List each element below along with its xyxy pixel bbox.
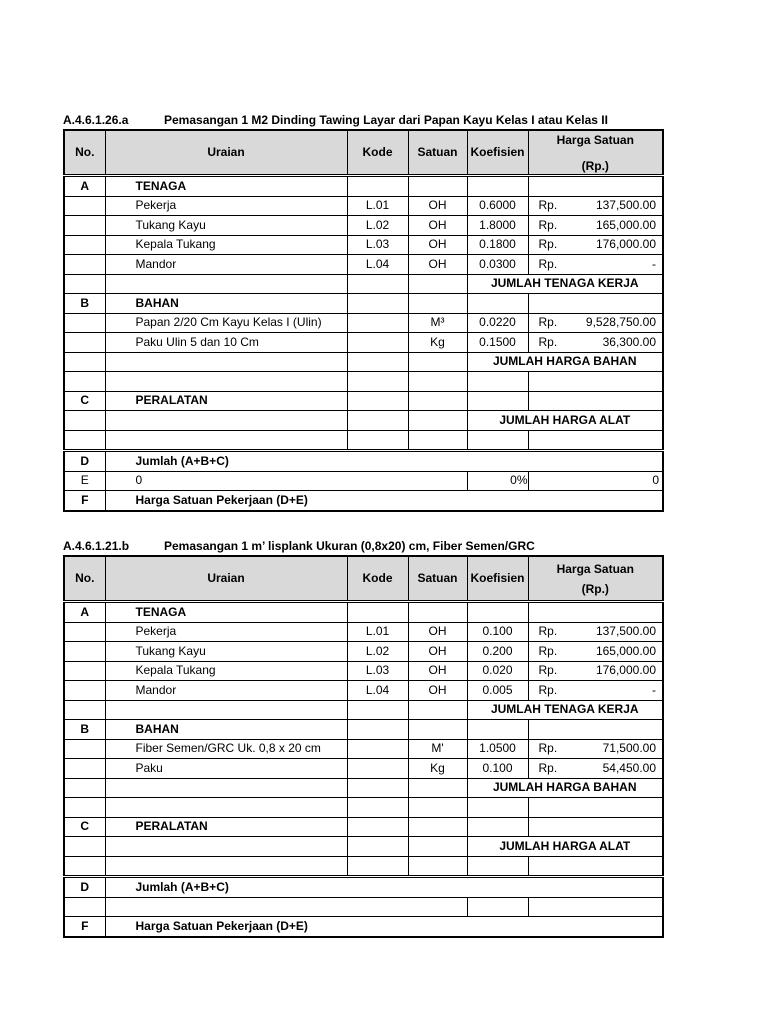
table-title-line <box>63 111 662 129</box>
koef-cell: 0.005 <box>467 681 528 701</box>
harga-cell <box>528 759 663 779</box>
col-kode: Kode <box>347 130 408 176</box>
table-row <box>64 216 663 236</box>
item-title: Pemasangan 1 M2 Dinding Tawing Layar dari Papan Kayu Kelas I atau Kelas II <box>164 113 608 127</box>
analysis-block-2 <box>63 537 662 938</box>
col-uraian: Uraian <box>105 556 347 602</box>
empty-row <box>64 372 663 392</box>
subtotal-row <box>64 700 663 720</box>
satuan-cell: Kg <box>408 759 467 779</box>
section-label: TENAGA <box>105 602 347 623</box>
rp-label: Rp. <box>538 741 558 756</box>
uraian-cell: Pekerja <box>105 196 347 216</box>
satuan-cell: OH <box>408 255 467 275</box>
kode-cell <box>347 313 408 333</box>
col-satuan: Satuan <box>408 556 467 602</box>
kode-cell: L.04 <box>347 255 408 275</box>
koef-cell: 0.100 <box>467 622 528 642</box>
item-title: Pemasangan 1 m’ lisplank Ukuran (0,8x20) cm, Fiber Semen/GRC <box>164 539 535 553</box>
satuan-cell: OH <box>408 642 467 662</box>
unit-price-table <box>63 129 664 512</box>
harga-cell <box>528 681 663 701</box>
subtotal-row <box>64 778 663 798</box>
kode-cell: L.03 <box>347 235 408 255</box>
koef-cell: 0.100 <box>467 759 528 779</box>
col-harga-line1: Harga Satuan <box>556 132 634 147</box>
section-label: TENAGA <box>105 176 347 197</box>
satuan-cell: OH <box>408 661 467 681</box>
col-uraian: Uraian <box>105 130 347 176</box>
harga-cell <box>528 235 663 255</box>
harga-value: 9,528,750.00 <box>585 315 656 330</box>
subtotal-row <box>64 274 663 294</box>
harga-value: 176,000.00 <box>595 237 656 252</box>
table-row <box>64 759 663 779</box>
overhead-row-e <box>64 471 663 491</box>
table-row <box>64 235 663 255</box>
col-koefisien: Koefisien <box>467 556 528 602</box>
rp-label: Rp. <box>538 663 558 678</box>
kode-cell <box>347 333 408 353</box>
uraian-cell: Mandor <box>105 681 347 701</box>
uraian-cell: Kepala Tukang <box>105 661 347 681</box>
final-label: Harga Satuan Pekerjaan (D+E) <box>105 917 663 937</box>
koef-cell: 0.6000 <box>467 196 528 216</box>
col-koefisien: Koefisien <box>467 130 528 176</box>
satuan-cell: M' <box>408 739 467 759</box>
empty-row <box>64 856 663 877</box>
uraian-cell: Fiber Semen/GRC Uk. 0,8 x 20 cm <box>105 739 347 759</box>
table-row <box>64 622 663 642</box>
table-row <box>64 333 663 353</box>
section-no: A <box>64 602 105 623</box>
empty-row <box>64 798 663 818</box>
harga-value: - <box>652 682 656 697</box>
final-label: Harga Satuan Pekerjaan (D+E) <box>105 491 663 511</box>
uraian-cell: Mandor <box>105 255 347 275</box>
section-no: B <box>64 720 105 740</box>
total-label: Jumlah (A+B+C) <box>105 877 663 898</box>
uraian-cell: Tukang Kayu <box>105 216 347 236</box>
uraian-cell: Kepala Tukang <box>105 235 347 255</box>
harga-cell <box>528 739 663 759</box>
overhead-percent: 0% <box>467 471 528 491</box>
harga-value: - <box>652 256 656 271</box>
section-label: BAHAN <box>105 720 347 740</box>
section-row-peralatan <box>64 391 663 411</box>
section-row-tenaga <box>64 176 663 197</box>
rp-label: Rp. <box>538 198 558 213</box>
final-no: F <box>64 917 105 937</box>
col-kode: Kode <box>347 556 408 602</box>
kode-cell: L.01 <box>347 196 408 216</box>
final-no: F <box>64 491 105 511</box>
subtotal-label: JUMLAH HARGA ALAT <box>467 411 663 431</box>
unit-price-table <box>63 555 664 938</box>
total-no: D <box>64 877 105 898</box>
rp-label: Rp. <box>538 334 558 349</box>
harga-cell <box>528 196 663 216</box>
harga-cell <box>528 216 663 236</box>
kode-cell <box>347 739 408 759</box>
table-row <box>64 642 663 662</box>
col-no: No. <box>64 130 105 176</box>
rp-label: Rp. <box>538 682 558 697</box>
section-label: BAHAN <box>105 294 347 314</box>
satuan-cell: OH <box>408 196 467 216</box>
uraian-cell: Pekerja <box>105 622 347 642</box>
table-row <box>64 739 663 759</box>
empty-row <box>64 430 663 451</box>
kode-cell: L.03 <box>347 661 408 681</box>
koef-cell: 0.1500 <box>467 333 528 353</box>
koef-cell: 1.0500 <box>467 739 528 759</box>
table-row <box>64 196 663 216</box>
koef-cell: 0.1800 <box>467 235 528 255</box>
koef-cell: 0.0220 <box>467 313 528 333</box>
harga-cell <box>528 642 663 662</box>
subtotal-row <box>64 837 663 857</box>
section-row-peralatan <box>64 817 663 837</box>
kode-cell: L.02 <box>347 642 408 662</box>
kode-cell <box>347 759 408 779</box>
subtotal-label: JUMLAH TENAGA KERJA <box>467 274 663 294</box>
rp-label: Rp. <box>538 315 558 330</box>
total-no: D <box>64 451 105 472</box>
harga-value: 137,500.00 <box>595 624 656 639</box>
section-no: A <box>64 176 105 197</box>
table-row <box>64 681 663 701</box>
final-row-f <box>64 491 663 511</box>
rp-label: Rp. <box>538 256 558 271</box>
uraian-cell: Paku <box>105 759 347 779</box>
kode-cell: L.01 <box>347 622 408 642</box>
section-no: B <box>64 294 105 314</box>
overhead-no: E <box>64 471 105 491</box>
table-row <box>64 313 663 333</box>
section-row-tenaga <box>64 602 663 623</box>
item-code: A.4.6.1.21.b <box>63 539 130 553</box>
section-no: C <box>64 391 105 411</box>
item-code: A.4.6.1.26.a <box>63 113 129 127</box>
table-row <box>64 255 663 275</box>
uraian-cell: Paku Ulin 5 dan 10 Cm <box>105 333 347 353</box>
satuan-cell: Kg <box>408 333 467 353</box>
col-harga-line1: Harga Satuan <box>556 561 634 576</box>
section-row-bahan <box>64 720 663 740</box>
rp-label: Rp. <box>538 643 558 658</box>
rp-label: Rp. <box>538 624 558 639</box>
kode-cell: L.04 <box>347 681 408 701</box>
header-row <box>64 130 663 176</box>
koef-cell: 0.0300 <box>467 255 528 275</box>
table-title-line <box>63 537 662 555</box>
rp-label: Rp. <box>538 760 558 775</box>
col-no: No. <box>64 556 105 602</box>
section-label: PERALATAN <box>105 817 347 837</box>
total-row-d <box>64 877 663 898</box>
analysis-block-1 <box>63 111 662 512</box>
satuan-cell: OH <box>408 235 467 255</box>
section-row-bahan <box>64 294 663 314</box>
harga-cell <box>528 255 663 275</box>
harga-cell <box>528 661 663 681</box>
harga-cell <box>528 313 663 333</box>
harga-value: 71,500.00 <box>602 741 656 756</box>
satuan-cell: OH <box>408 216 467 236</box>
total-row-d <box>64 451 663 472</box>
total-label: Jumlah (A+B+C) <box>105 451 663 472</box>
harga-value: 54,450.00 <box>602 760 656 775</box>
satuan-cell: M³ <box>408 313 467 333</box>
col-harga-line2: (Rp.) <box>581 581 609 596</box>
col-satuan: Satuan <box>408 130 467 176</box>
subtotal-label: JUMLAH HARGA BAHAN <box>467 778 663 798</box>
subtotal-label: JUMLAH TENAGA KERJA <box>467 700 663 720</box>
subtotal-row <box>64 352 663 372</box>
final-row-f <box>64 917 663 937</box>
overhead-label: 0 <box>105 471 467 491</box>
subtotal-label: JUMLAH HARGA ALAT <box>467 837 663 857</box>
rp-label: Rp. <box>538 237 558 252</box>
overhead-row-e <box>64 897 663 917</box>
satuan-cell: OH <box>408 681 467 701</box>
rp-label: Rp. <box>538 217 558 232</box>
koef-cell: 0.200 <box>467 642 528 662</box>
col-harga-line2: (Rp.) <box>581 158 609 173</box>
harga-cell <box>528 333 663 353</box>
harga-value: 165,000.00 <box>595 643 656 658</box>
harga-value: 36,300.00 <box>602 334 656 349</box>
kode-cell: L.02 <box>347 216 408 236</box>
table-row <box>64 661 663 681</box>
header-row <box>64 556 663 602</box>
overhead-value: 0 <box>528 471 663 491</box>
harga-cell <box>528 622 663 642</box>
subtotal-label: JUMLAH HARGA BAHAN <box>467 352 663 372</box>
harga-value: 176,000.00 <box>595 663 656 678</box>
uraian-cell: Tukang Kayu <box>105 642 347 662</box>
koef-cell: 0.020 <box>467 661 528 681</box>
col-harga <box>528 556 663 602</box>
subtotal-row <box>64 411 663 431</box>
col-harga <box>528 130 663 176</box>
uraian-cell: Papan 2/20 Cm Kayu Kelas I (Ulin) <box>105 313 347 333</box>
satuan-cell: OH <box>408 622 467 642</box>
koef-cell: 1.8000 <box>467 216 528 236</box>
section-no: C <box>64 817 105 837</box>
section-label: PERALATAN <box>105 391 347 411</box>
harga-value: 137,500.00 <box>595 198 656 213</box>
harga-value: 165,000.00 <box>595 217 656 232</box>
